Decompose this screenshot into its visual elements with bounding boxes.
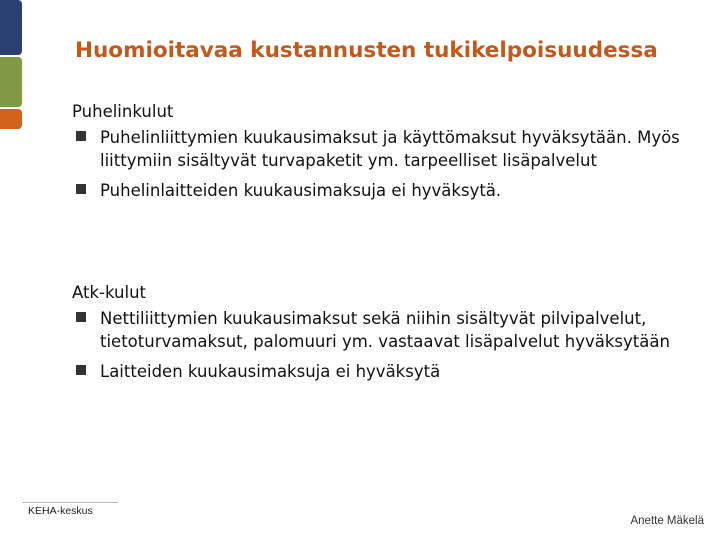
section-heading: Puhelinkulut <box>72 102 174 121</box>
slide-title: Huomioitavaa kustannusten tukikelpoisuudessa <box>75 38 658 63</box>
section-it-costs <box>72 281 702 390</box>
square-bullet-icon <box>76 312 86 322</box>
footer-organization: KEHA-keskus <box>28 505 93 517</box>
bullet-item <box>72 126 702 172</box>
bullet-text: Puhelinliittymien kuukausimaksut ja käyttömaksut hyväksytään. Myös liittymiin sisältyvät turvapaketit ym. tarpeelliset lisäpalvelut <box>100 128 680 170</box>
accent-bar-orange <box>0 109 22 129</box>
accent-bar-blue <box>0 0 22 55</box>
square-bullet-icon <box>76 131 86 141</box>
bullet-text: Puhelinlaitteiden kuukausimaksuja ei hyväksytä. <box>100 181 502 200</box>
square-bullet-icon <box>76 184 86 194</box>
bullet-text: Nettiliittymien kuukausimaksut sekä niihin sisältyvät pilvipalvelut, tietoturvamaksut, palomuuri ym. vastaavat lisäpalvelut hyväksytään <box>100 309 670 351</box>
square-bullet-icon <box>76 365 86 375</box>
bullet-item <box>72 360 702 383</box>
bullet-item <box>72 307 702 353</box>
bullet-item <box>72 179 702 202</box>
footer-divider <box>22 502 118 503</box>
bullet-text: Laitteiden kuukausimaksuja ei hyväksytä <box>100 362 441 381</box>
section-heading: Atk-kulut <box>72 283 146 302</box>
accent-bar-green <box>0 57 22 107</box>
footer-author: Anette Mäkelä <box>630 515 704 527</box>
section-phone-costs <box>72 100 702 209</box>
